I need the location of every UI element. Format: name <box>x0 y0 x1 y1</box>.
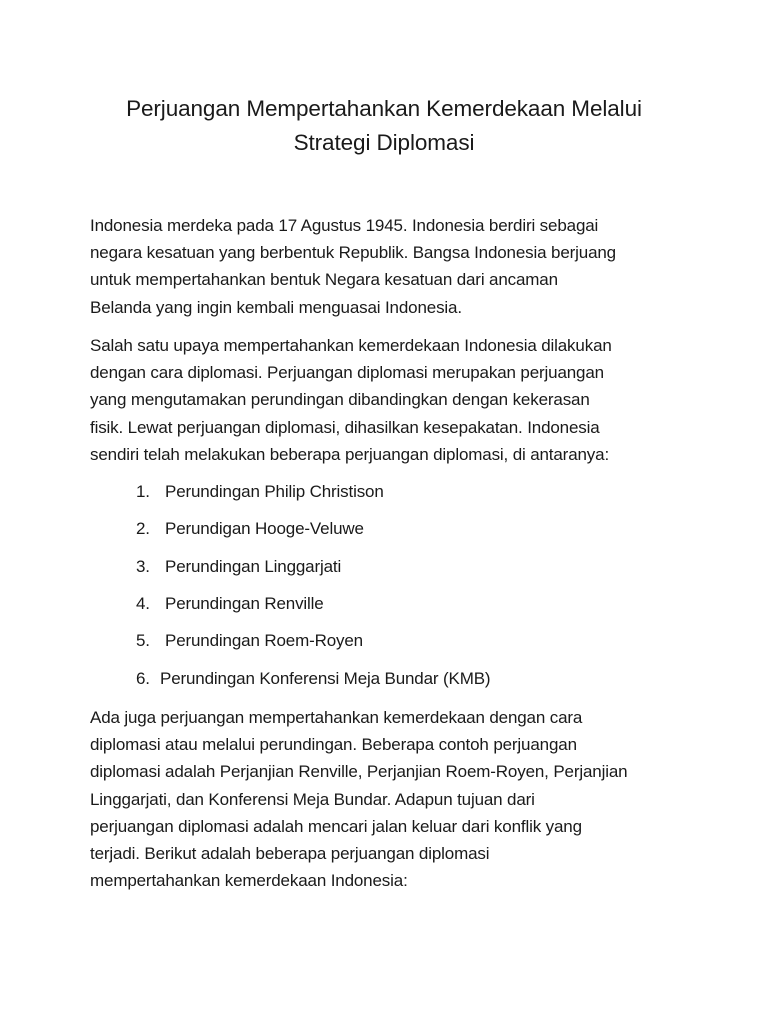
text-line: dengan cara diplomasi. Perjuangan diplomasi merupakan perjuangan <box>90 363 604 383</box>
paragraph-diplomacy <box>90 332 690 468</box>
list-item-number: 6. <box>136 669 150 688</box>
text-line: Salah satu upaya mempertahankan kemerdekaan Indonesia dilakukan <box>90 336 612 355</box>
paragraph-intro <box>90 212 690 321</box>
text-line: Linggarjati, dan Konferensi Meja Bundar. Adapun tujuan dari <box>90 789 535 809</box>
text-line: negara kesatuan yang berbentuk Republik. Bangsa Indonesia berjuang <box>90 243 616 263</box>
text-line: diplomasi atau melalui perundingan. Beberapa contoh perjuangan <box>90 735 577 755</box>
text-line: sendiri telah melakukan beberapa perjuangan diplomasi, di antaranya: <box>90 444 610 464</box>
list-item-text: Perundingan Renville <box>165 594 324 613</box>
list-item-number: 5. <box>136 631 150 650</box>
text-line: fisik. Lewat perjuangan diplomasi, dihasilkan kesepakatan. Indonesia <box>90 417 600 437</box>
paragraph-examples <box>90 704 690 894</box>
title-line: Strategi Diplomasi <box>293 130 475 155</box>
text-line: Ada juga perjuangan mempertahankan kemerdekaan dengan cara <box>90 708 583 727</box>
list-item-text: Perundingan Roem-Royen <box>165 631 363 650</box>
text-line: terjadi. Berikut adalah beberapa perjuangan diplomasi <box>90 844 490 864</box>
document-title <box>90 92 678 160</box>
text-line: untuk mempertahankan bentuk Negara kesatuan dari ancaman <box>90 270 558 290</box>
list-item-text: Perundigan Hooge-Veluwe <box>165 519 364 538</box>
text-line: mempertahankan kemerdekaan Indonesia: <box>90 871 408 891</box>
text-line: yang mengutamakan perundingan dibandingkan dengan kekerasan <box>90 390 590 410</box>
list-item-text: Perundingan Philip Christison <box>165 482 384 501</box>
list-item-text: Perundingan Konferensi Meja Bundar (KMB) <box>160 669 491 688</box>
list-item-number: 3. <box>136 557 150 576</box>
title-line: Perjuangan Mempertahankan Kemerdekaan Melalui <box>126 96 642 121</box>
text-line: Belanda yang ingin kembali menguasai Indonesia. <box>90 297 462 317</box>
list-item-number: 2. <box>136 519 150 538</box>
list-item-text: Perundingan Linggarjati <box>165 557 342 576</box>
text-line: Indonesia merdeka pada 17 Agustus 1945. Indonesia berdiri sebagai <box>90 216 599 235</box>
text-line: diplomasi adalah Perjanjian Renville, Perjanjian Roem-Royen, Perjanjian <box>90 762 628 782</box>
text-line: perjuangan diplomasi adalah mencari jalan keluar dari konflik yang <box>90 816 582 836</box>
list-item-number: 4. <box>136 594 150 613</box>
list-item-number: 1. <box>136 482 150 501</box>
